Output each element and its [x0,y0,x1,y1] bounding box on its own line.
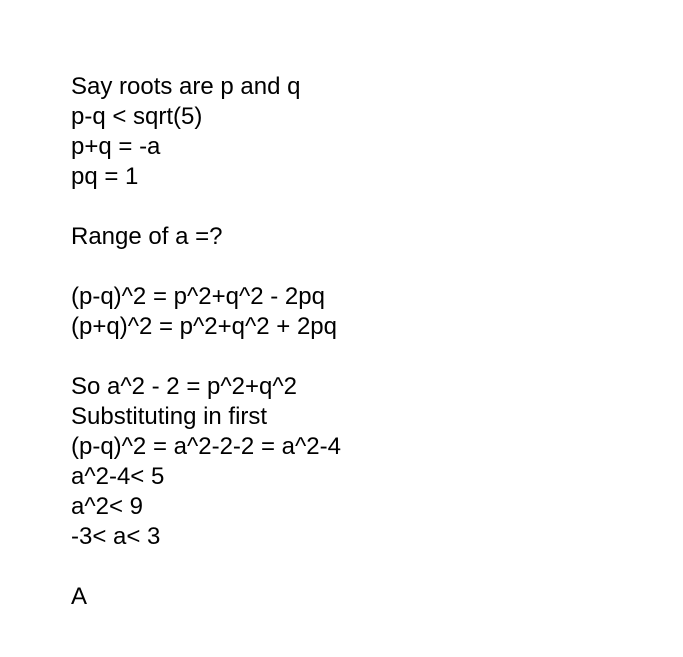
text-line: Substituting in first [71,403,268,430]
text-line: a^2-4< 5 [71,463,165,490]
answer-line: A [71,583,88,610]
text-line: (p-q)^2 = a^2-2-2 = a^2-4 [71,433,341,460]
text-line: a^2< 9 [71,493,143,520]
blank-line [71,252,651,282]
blank-line [71,552,651,582]
document-body [71,72,651,612]
blank-line [71,192,651,222]
text-line: Say roots are p and q [71,73,301,100]
text-line: (p-q)^2 = p^2+q^2 - 2pq [71,283,325,310]
text-line: Range of a =? [71,223,223,250]
blank-line [71,342,651,372]
text-line: p+q = -a [71,133,161,160]
text-line: (p+q)^2 = p^2+q^2 + 2pq [71,313,337,340]
text-line: p-q < sqrt(5) [71,103,203,130]
text-line: -3< a< 3 [71,523,161,550]
text-line: So a^2 - 2 = p^2+q^2 [71,373,297,400]
text-line: pq = 1 [71,163,139,190]
